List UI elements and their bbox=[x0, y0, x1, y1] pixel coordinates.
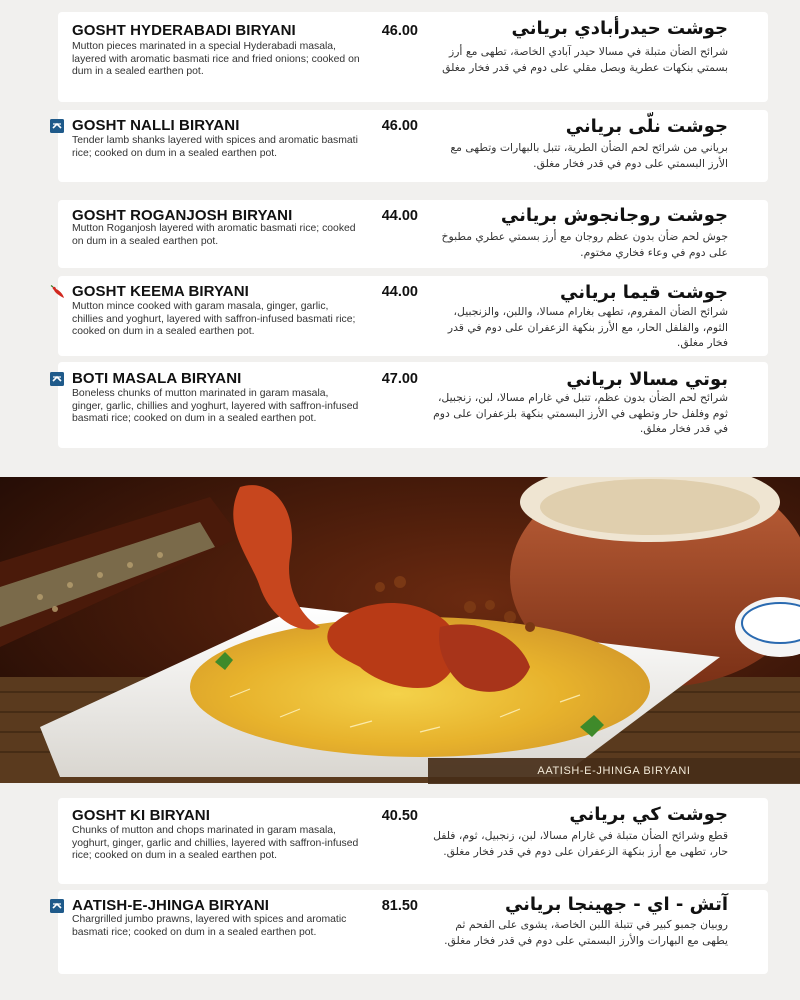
dish-name-ar: بوتي مسالا برياني bbox=[566, 369, 728, 390]
dish-description-en: Chunks of mutton and chops marinated in garam masala, yoghurt, ginger, garlic and chillies, layered with saffron-infused rice; cooked on dum in a sealed earthen pot. bbox=[72, 825, 359, 862]
dish-price: 81.50 bbox=[381, 898, 418, 914]
dish-description-ar: روبيان جمبو كبير في تتبلة اللبن الخاصة، يشوى على الفحم ثم يطهى مع البهارات والأرز البسمتي على دوم في قدر فخار مغلق. bbox=[444, 918, 728, 947]
dish-name-ar: جوشت روجانجوش برياني bbox=[500, 205, 728, 226]
dish-description-en: Tender lamb shanks layered with spices and aromatic basmati rice; cooked on dum in a sealed earthen pot. bbox=[72, 135, 358, 159]
dish-name-ar: جوشت حيدرأبادي برياني bbox=[511, 18, 728, 39]
dish-price: 40.50 bbox=[381, 808, 418, 824]
dish-description-ar: قطع وشرائح الضأن متبلة في غارام مسالا، لبن، زنجبيل، ثوم، فلفل حار، تطهى مع أرز بنكهة الزعفران على دوم في قدر فخار مغلق. bbox=[433, 829, 728, 858]
dish-description-en: Mutton Roganjosh layered with aromatic basmati rice; cooked on dum in a sealed earthen pot. bbox=[72, 223, 356, 247]
biryani-illustration bbox=[0, 477, 800, 783]
chef-special-icon bbox=[50, 119, 64, 133]
photo-caption: AATISH-E-JHINGA BIRYANI bbox=[428, 758, 800, 784]
chef-special-icon bbox=[50, 899, 64, 913]
dish-name-en: GOSHT KI BIRYANI bbox=[72, 807, 211, 824]
dish-price: 44.00 bbox=[381, 284, 418, 300]
dish-name-ar: جوشت كي برياني bbox=[569, 804, 728, 825]
dish-price: 46.00 bbox=[381, 118, 418, 134]
dish-price: 44.00 bbox=[381, 208, 418, 224]
dish-description-ar: برياني من شرائح لحم الضأن الطرية، تتبل بالبهارات وتطهى مع الأرز البسمتي على دوم في قدر فخار مغلق. bbox=[450, 141, 728, 170]
dish-name-ar: جوشت قيما برياني bbox=[560, 282, 728, 303]
dish-description-en: Boneless chunks of mutton marinated in garam masala, ginger, garlic, chillies and yoghurt, layered with saffron-infused basmati rice; cooked on dum in a sealed earthen pot. bbox=[72, 388, 359, 425]
dish-price: 46.00 bbox=[381, 23, 418, 39]
dish-photo bbox=[0, 477, 800, 783]
dish-name-en: GOSHT KEEMA BIRYANI bbox=[72, 283, 249, 300]
dish-description-en: Chargrilled jumbo prawns, layered with spices and aromatic basmati rice; cooked on dum in a sealed earthen pot. bbox=[72, 914, 347, 938]
dish-description-en: Mutton pieces marinated in a special Hyderabadi masala, layered with aromatic basmati rice and fried onions; cooked on dum in a sealed earthen pot. bbox=[72, 41, 360, 78]
dish-description-ar: جوش لحم ضأن بدون عظم روجان مع أرز بسمتي عطري مطبوخ على دوم في وعاء فخاري مختوم. bbox=[441, 230, 728, 259]
chef-special-icon bbox=[50, 372, 64, 386]
dish-name-en: GOSHT HYDERABADI BIRYANI bbox=[72, 22, 296, 39]
dish-name-en: GOSHT ROGANJOSH BIRYANI bbox=[72, 207, 293, 224]
dish-description-ar: شرائح لحم الضأن بدون عظم، تتبل في غارام مسالا، لبن، زنجبيل، ثوم وفلفل حار وتطهى في الأرز البسمتي بنكهة بلزعفران على دوم في قدر فخار مغلق. bbox=[433, 391, 728, 435]
dish-name-en: AATISH-E-JHINGA BIRYANI bbox=[72, 897, 270, 914]
dish-name-ar: آتش - اي - جهينجا برياني bbox=[504, 894, 728, 915]
dish-name-ar: جوشت نلّى برياني bbox=[565, 116, 728, 137]
dish-price: 47.00 bbox=[381, 371, 418, 387]
dish-name-en: BOTI MASALA BIRYANI bbox=[72, 370, 242, 387]
dish-description-ar: شرائح الضأن المفروم، تطهى بغارام مسالا، واللبن، والزنجبيل، الثوم، والفلفل الحار، مع الأرز بنكهة الزعفران على دوم في قدر فخار مغلق. bbox=[447, 305, 728, 349]
dish-description-ar: شرائح الضأن متبلة في مسالا حيدر آبادي الخاصة، تطهى مع أرز بسمتي بنكهات عطرية وبصل مقلي على دوم في قدر فخار مغلق bbox=[442, 45, 728, 74]
chili-icon bbox=[50, 285, 66, 299]
dish-name-en: GOSHT NALLI BIRYANI bbox=[72, 117, 240, 134]
dish-description-en: Mutton mince cooked with garam masala, ginger, garlic, chillies and yoghurt, layered with saffron-infused basmati rice; cooked on dum in a sealed earthen pot. bbox=[72, 301, 356, 338]
